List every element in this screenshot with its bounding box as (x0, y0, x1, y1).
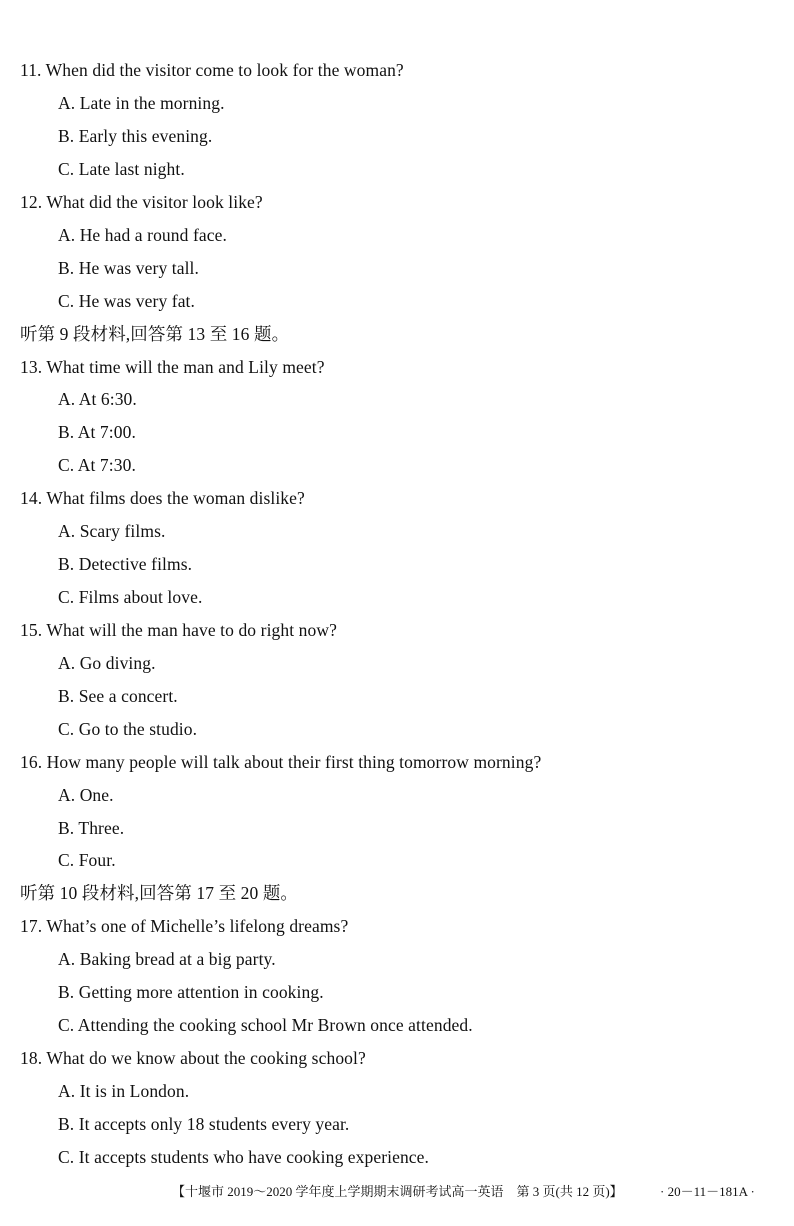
page-footer-code: · 20－11－181A · (660, 1184, 755, 1199)
question-15-stem: 15. What will the man have to do right now? (20, 620, 337, 640)
question-13-stem: 13. What time will the man and Lily meet? (20, 357, 325, 377)
question-14-option-b: B. Detective films. (58, 554, 193, 574)
question-16-option-a: A. One. (58, 785, 114, 805)
question-16-option-c: C. Four. (58, 850, 116, 870)
question-18-option-a: A. It is in London. (58, 1081, 190, 1101)
question-18-option-c: C. It accepts students who have cooking experience. (58, 1147, 430, 1167)
question-18-option-b: B. It accepts only 18 students every year. (58, 1114, 350, 1134)
question-12-option-a: A. He had a round face. (58, 225, 227, 245)
question-11-stem: 11. When did the visitor come to look for the woman? (20, 60, 404, 80)
page-footer-title: 【十堰市 2019～2020 学年度上学期期末调研考试高一英语 第 3 页(共 12 页)】 (172, 1184, 623, 1199)
question-11-option-a: A. Late in the morning. (58, 93, 225, 113)
question-15-option-a: A. Go diving. (58, 653, 156, 673)
question-13-option-c: C. At 7:30. (58, 455, 136, 475)
question-16-stem: 16. How many people will talk about their first thing tomorrow morning? (20, 752, 542, 772)
question-12-stem: 12. What did the visitor look like? (20, 192, 263, 212)
question-15-option-c: C. Go to the studio. (58, 719, 198, 739)
section-heading-10: 听第 10 段材料,回答第 17 至 20 题。 (20, 883, 299, 903)
question-14-option-a: A. Scary films. (58, 521, 166, 541)
question-13-option-a: A. At 6:30. (58, 389, 137, 409)
question-11-option-c: C. Late last night. (58, 159, 185, 179)
question-17-stem: 17. What’s one of Michelle’s lifelong dreams? (20, 916, 349, 936)
question-18-stem: 18. What do we know about the cooking school? (20, 1048, 366, 1068)
question-11-option-b: B. Early this evening. (58, 126, 213, 146)
question-12-option-c: C. He was very fat. (58, 291, 195, 311)
question-13-option-b: B. At 7:00. (58, 422, 136, 442)
question-16-option-b: B. Three. (58, 818, 125, 838)
section-heading-9: 听第 9 段材料,回答第 13 至 16 题。 (20, 324, 290, 344)
question-17-option-c: C. Attending the cooking school Mr Brown once attended. (58, 1015, 473, 1035)
question-15-option-b: B. See a concert. (58, 686, 178, 706)
question-17-option-a: A. Baking bread at a big party. (58, 949, 276, 969)
question-12-option-b: B. He was very tall. (58, 258, 199, 278)
question-14-stem: 14. What films does the woman dislike? (20, 488, 305, 508)
question-17-option-b: B. Getting more attention in cooking. (58, 982, 324, 1002)
question-14-option-c: C. Films about love. (58, 587, 203, 607)
